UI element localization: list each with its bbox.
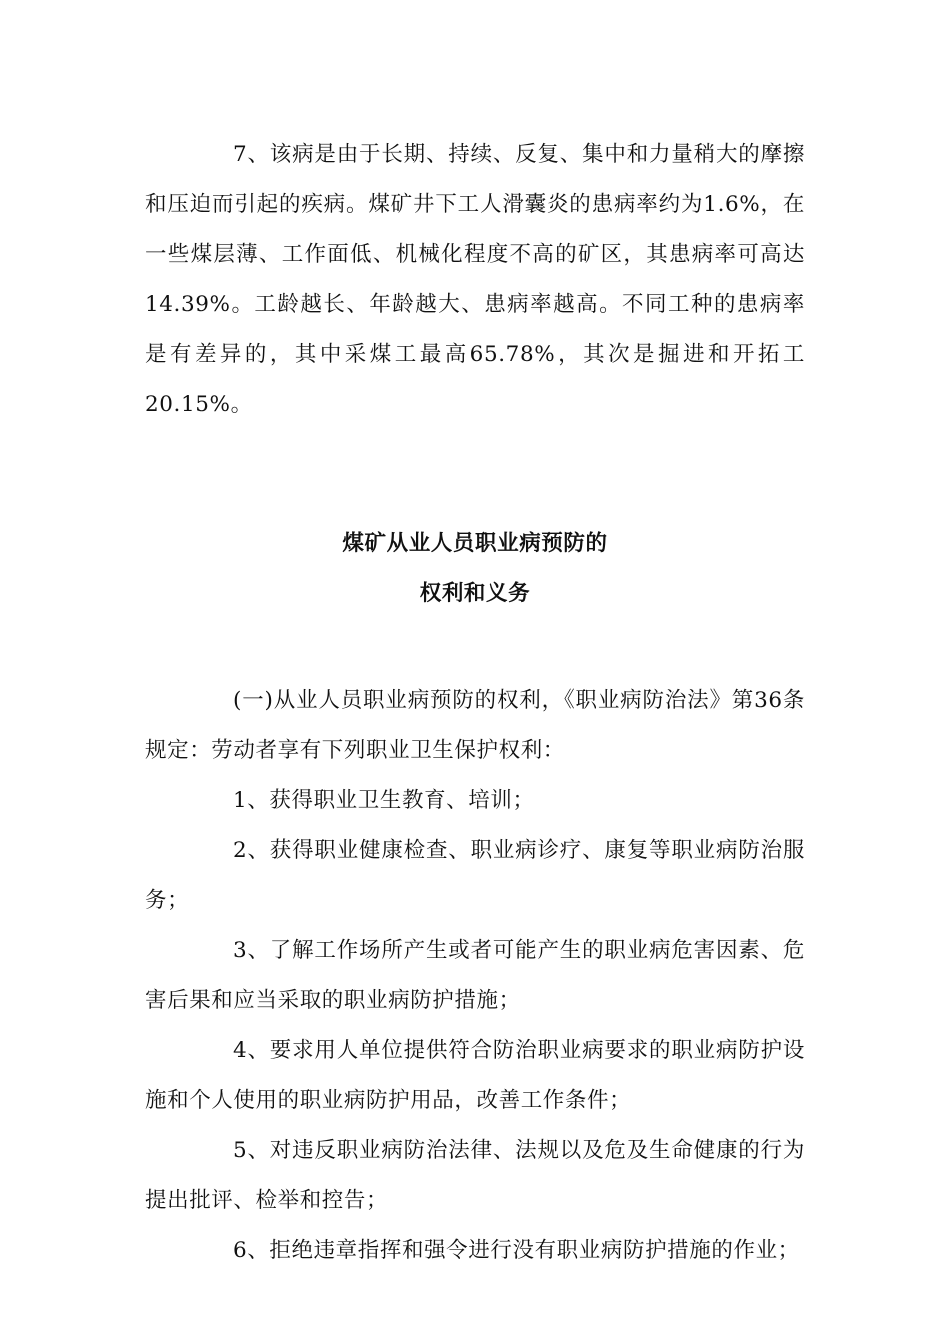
rights-item-1: 1、获得职业卫生教育、培训； [233,788,535,813]
intro-paragraph: 7、该病是由于长期、持续、反复、集中和力量稍大的摩擦和压迫而引起的疾病。煤矿井下工人滑囊炎的患病率约为1.6%，在一些煤层薄、工作面低、机械化程度不高的矿区，其患病率可高达14.39%。工龄越长、年龄越大、患病率越高。不同工种的患病率是有差异的，其中采煤工最高65.78%，其次是掘进和开拓工20.15%。 [145,142,805,417]
rights-item-5: 5、对违反职业病防治法律、法规以及危及生命健康的行为提出批评、检举和控告； [145,1138,805,1213]
rights-item-2: 2、获得职业健康检查、职业病诊疗、康复等职业病防治服务； [145,838,805,913]
section-title-line-1: 煤矿从业人员职业病预防的 [342,531,608,556]
rights-intro-paragraph: (一)从业人员职业病预防的权利，《职业病防治法》第36条规定：劳动者享有下列职业卫生保护权利： [145,688,805,763]
section-spacing [145,430,805,519]
title-spacing [145,619,805,676]
rights-item-3: 3、了解工作场所产生或者可能产生的职业病危害因素、危害后果和应当采取的职业病防护措施； [145,938,805,1013]
rights-item-4: 4、要求用人单位提供符合防治职业病要求的职业病防护设施和个人使用的职业病防护用品，改善工作条件； [145,1038,805,1113]
section-title-line-2: 权利和义务 [419,581,531,606]
document-content [145,130,805,1276]
rights-item-6: 6、拒绝违章指挥和强令进行没有职业病防护措施的作业； [233,1238,800,1263]
